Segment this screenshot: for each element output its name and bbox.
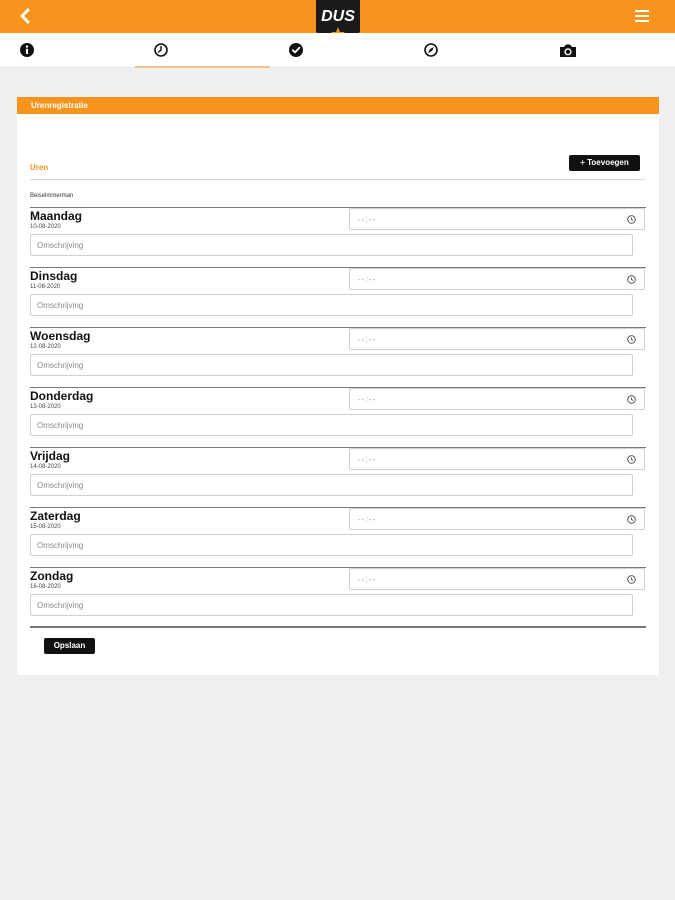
day-name: Zondag bbox=[30, 569, 74, 583]
time-placeholder: --:-- bbox=[358, 455, 376, 464]
day-date: 13-08-2020 bbox=[30, 404, 61, 410]
save-button[interactable]: Opslaan bbox=[44, 638, 95, 654]
info-icon bbox=[20, 43, 34, 57]
description-input[interactable] bbox=[30, 294, 633, 316]
day-date: 15-08-2020 bbox=[30, 524, 61, 530]
description-placeholder: Omschrijving bbox=[37, 541, 84, 550]
tab-compass[interactable] bbox=[405, 33, 540, 68]
day-row bbox=[30, 267, 646, 327]
clock-icon[interactable] bbox=[627, 275, 636, 284]
day-date: 10-08-2020 bbox=[30, 224, 61, 230]
divider bbox=[30, 626, 646, 628]
camera-icon bbox=[559, 43, 577, 58]
tab-camera[interactable] bbox=[540, 33, 675, 68]
description-input[interactable] bbox=[30, 234, 633, 256]
description-input[interactable] bbox=[30, 594, 633, 616]
clock-icon[interactable] bbox=[627, 515, 636, 524]
compass-icon bbox=[424, 43, 438, 57]
description-input[interactable] bbox=[30, 534, 633, 556]
time-input[interactable] bbox=[349, 268, 645, 290]
logo-text: DUS bbox=[321, 8, 355, 25]
day-name: Dinsdag bbox=[30, 269, 78, 283]
description-input[interactable] bbox=[30, 414, 633, 436]
clock-icon[interactable] bbox=[627, 575, 636, 584]
day-row bbox=[30, 567, 646, 627]
description-placeholder: Omschrijving bbox=[37, 241, 84, 250]
day-name: Maandag bbox=[30, 209, 83, 223]
day-date: 12-08-2020 bbox=[30, 344, 61, 350]
hamburger-menu-icon bbox=[635, 10, 649, 22]
description-placeholder: Omschrijving bbox=[37, 481, 84, 490]
time-placeholder: --:-- bbox=[358, 575, 376, 584]
day-row bbox=[30, 207, 646, 267]
clock-icon[interactable] bbox=[627, 395, 636, 404]
description-input[interactable] bbox=[30, 474, 633, 496]
clock-icon[interactable] bbox=[627, 215, 636, 224]
clock-icon bbox=[154, 43, 168, 57]
day-name: Zaterdag bbox=[30, 509, 81, 523]
time-input[interactable] bbox=[349, 328, 645, 350]
day-row bbox=[30, 327, 646, 387]
time-placeholder: --:-- bbox=[358, 515, 376, 524]
employee-label: Beiselmmerman bbox=[30, 193, 74, 199]
checkmark-icon bbox=[289, 43, 303, 57]
time-input[interactable] bbox=[349, 388, 645, 410]
day-name: Vrijdag bbox=[30, 449, 71, 463]
tab-check[interactable] bbox=[270, 33, 405, 68]
tab-bar bbox=[0, 33, 675, 68]
top-bar bbox=[0, 0, 675, 33]
add-button[interactable]: + Toevoegen bbox=[569, 155, 640, 171]
description-placeholder: Omschrijving bbox=[37, 301, 84, 310]
day-date: 14-08-2020 bbox=[30, 464, 61, 470]
clock-icon[interactable] bbox=[627, 455, 636, 464]
day-date: 11-08-2020 bbox=[30, 284, 61, 290]
chevron-left-icon bbox=[16, 6, 36, 26]
time-placeholder: --:-- bbox=[358, 335, 376, 344]
time-placeholder: --:-- bbox=[358, 275, 376, 284]
time-placeholder: --:-- bbox=[358, 395, 376, 404]
time-input[interactable] bbox=[349, 568, 645, 590]
time-input[interactable] bbox=[349, 508, 645, 530]
hours-registration-panel bbox=[17, 97, 659, 675]
tab-info[interactable] bbox=[0, 33, 135, 68]
day-date: 16-08-2020 bbox=[30, 584, 61, 590]
description-placeholder: Omschrijving bbox=[37, 361, 84, 370]
description-placeholder: Omschrijving bbox=[37, 601, 84, 610]
clock-icon[interactable] bbox=[627, 335, 636, 344]
divider bbox=[30, 179, 645, 180]
tab-hours[interactable] bbox=[135, 33, 270, 68]
time-placeholder: --:-- bbox=[358, 215, 376, 224]
day-row bbox=[30, 447, 646, 507]
description-input[interactable] bbox=[30, 354, 633, 376]
time-input[interactable] bbox=[349, 448, 645, 470]
day-row bbox=[30, 507, 646, 567]
back-button[interactable] bbox=[16, 6, 36, 26]
section-title-hours: Uren bbox=[30, 163, 49, 172]
day-row bbox=[30, 387, 646, 447]
time-input[interactable] bbox=[349, 208, 645, 230]
panel-title: Urenregistratie bbox=[17, 97, 659, 114]
description-placeholder: Omschrijving bbox=[37, 421, 84, 430]
menu-button[interactable] bbox=[635, 10, 649, 23]
day-name: Donderdag bbox=[30, 389, 94, 403]
day-name: Woensdag bbox=[30, 329, 91, 343]
